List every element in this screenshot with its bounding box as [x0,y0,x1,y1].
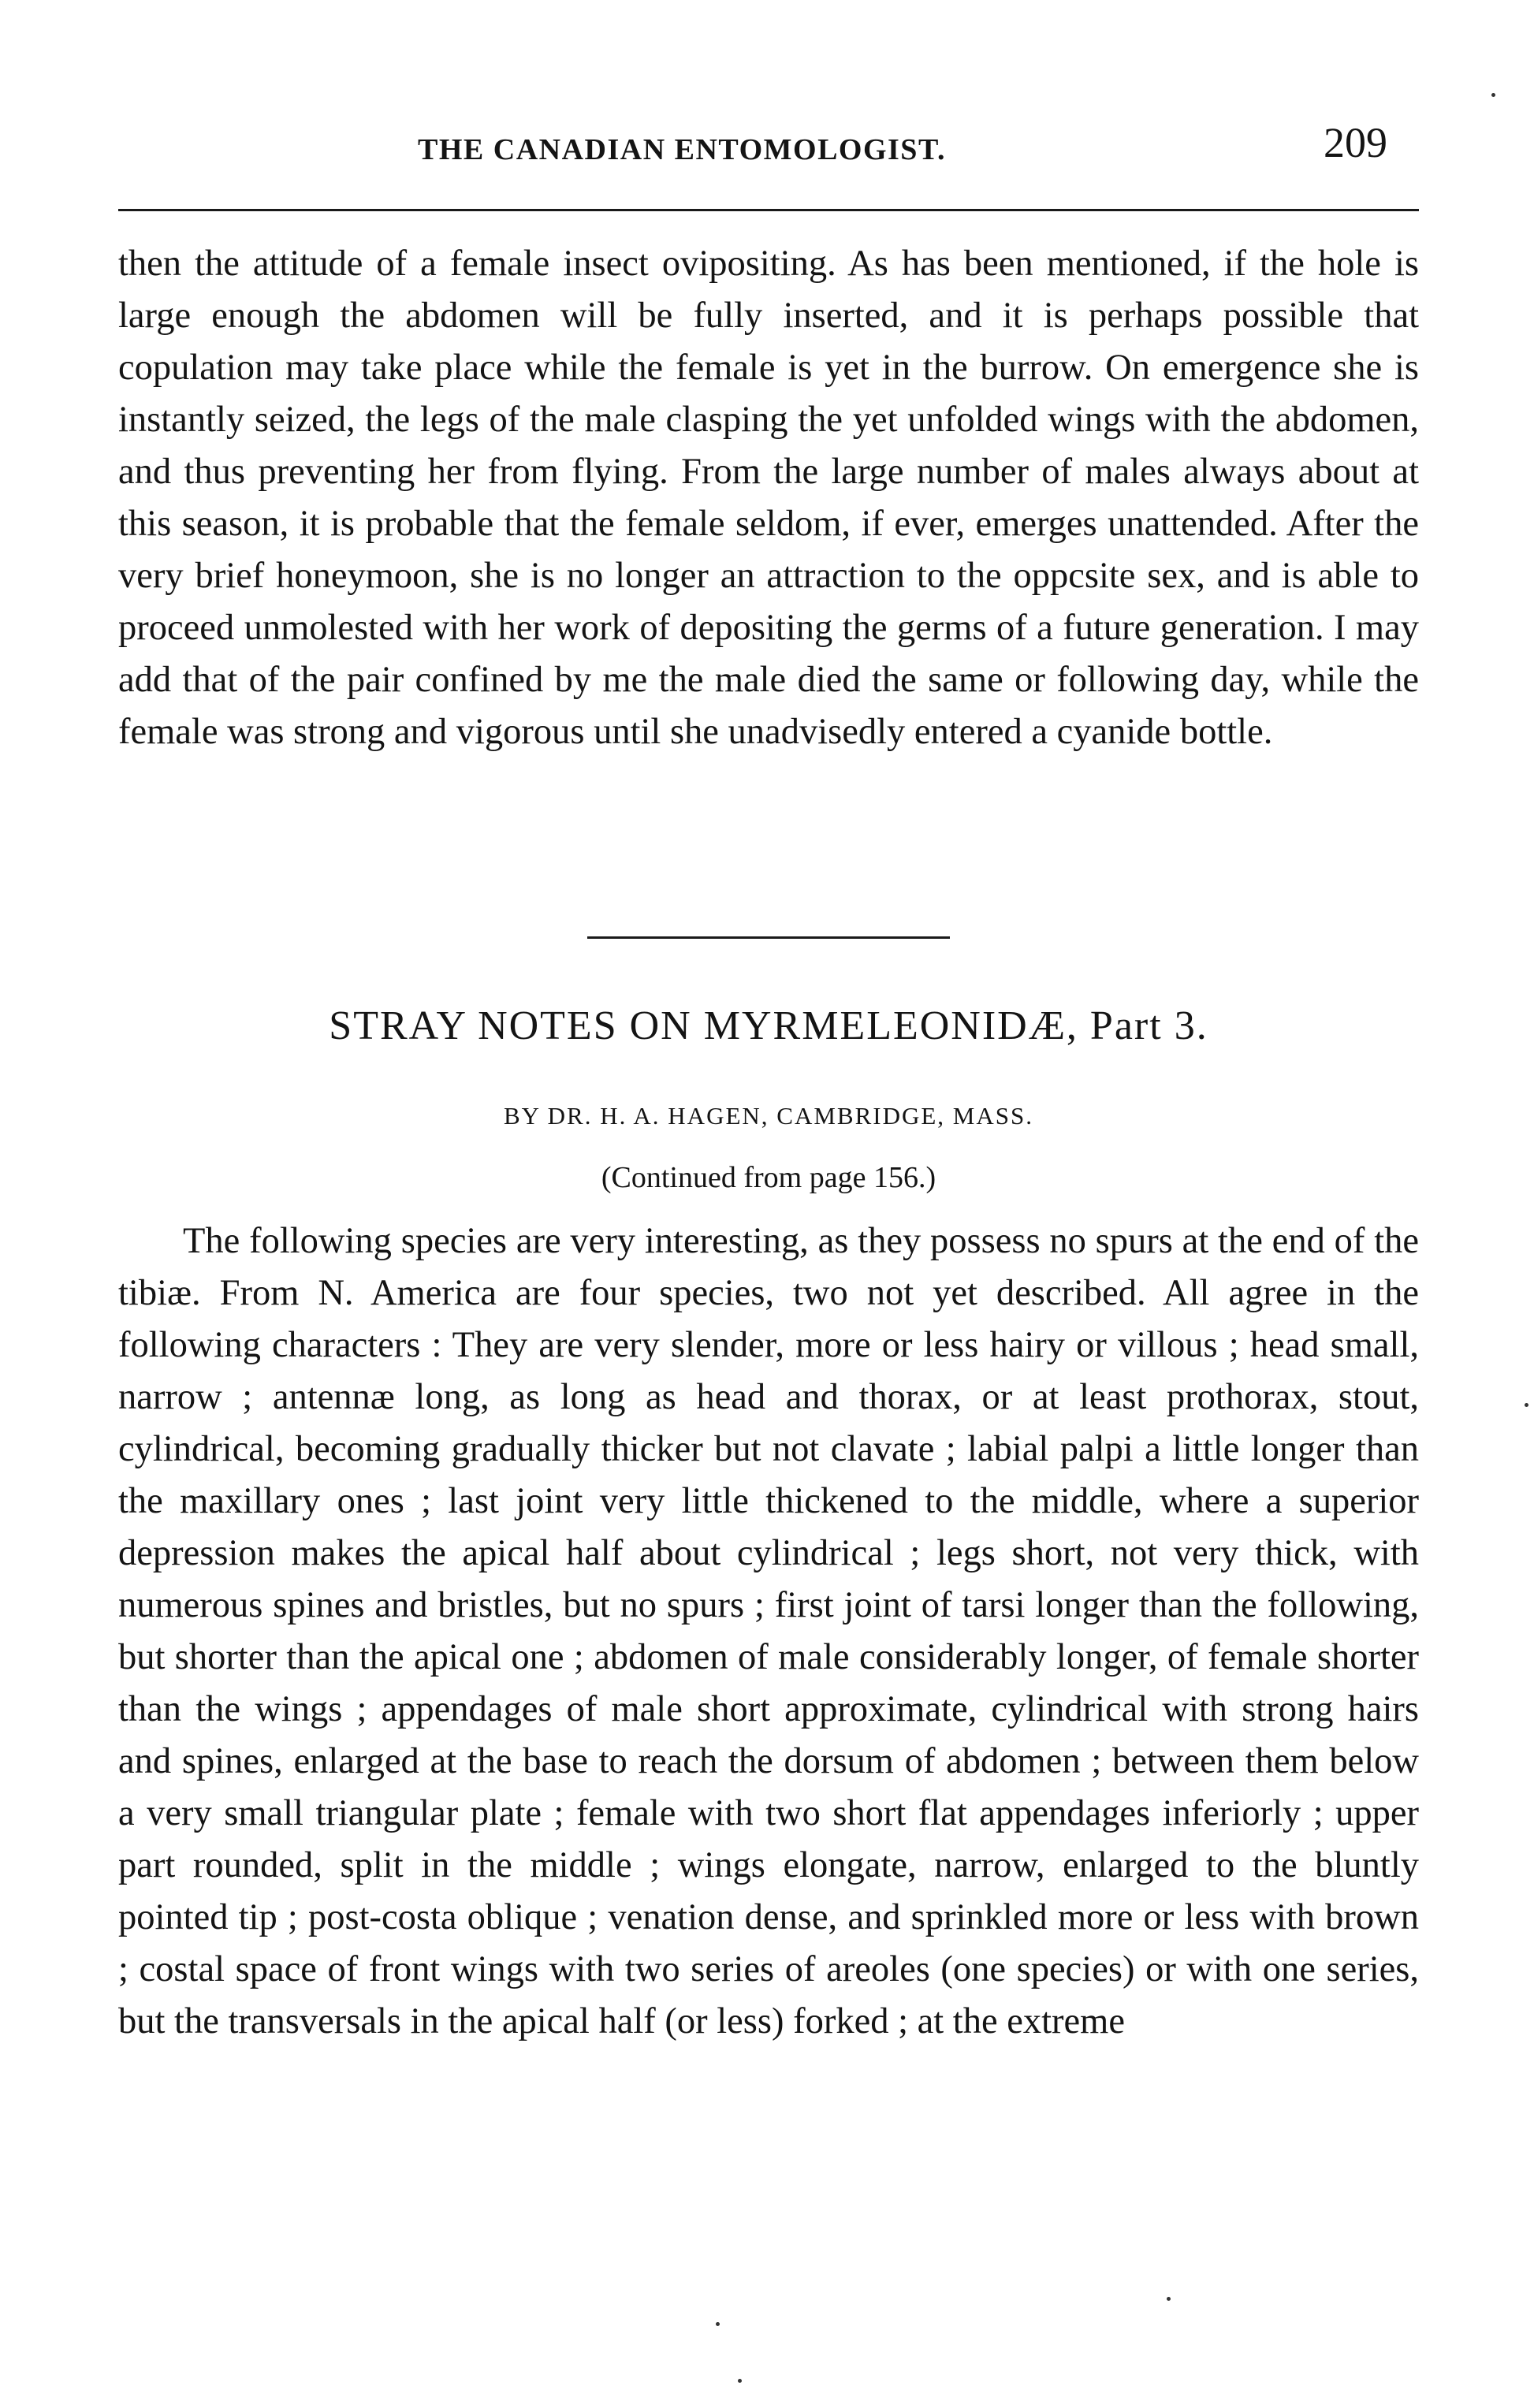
page-number: 209 [1324,119,1387,166]
section-divider [587,936,950,939]
scan-speck [1525,1403,1528,1407]
continued-paragraph: then the attitude of a female insect ovipositing. As has been mentioned, if the hole is large enough the abdomen will be fully inserted, and it is perhaps possible that copulation may take place while the female is yet in the burrow. On emergence she is instantly seized, the legs of the male clasping the yet unfolded wings with the abdomen, and thus preventing her from flying. From the large number of males always about at this season, it is probable that the female seldom, if ever, emerges unattended. After the very brief honeymoon, she is no longer an attraction to the oppcsite sex, and is able to proceed unmolested with her work of depositing the germs of a future generation. I may add that of the pair confined by me the male died the same or following day, while the female was strong and vigorous until she unadvisedly entered a cyanide bottle. [118,244,1419,752]
article-paragraph: The following species are very interesting, as they possess no spurs at the end of the tibiæ. From N. America are four species, two not yet described. All agree in the following characters : They are very slender, more or less hairy or villous ; head small, narrow ; antennæ long, as long as head and thorax, or at least prothorax, stout, cylindrical, becoming gradually thicker but not clavate ; labial palpi a little longer than the maxillary ones ; last joint very little thickened to the middle, where a superior depression makes the apical half about cylindrical ; legs short, not very thick, with numerous spines and bristles, but no spurs ; first joint of tarsi longer than the following, but shorter than the apical one ; abdomen of male considerably longer, of female shorter than the wings ; appendages of male short approximate, cylindrical with strong hairs and spines, enlarged at the base to reach the dorsum of abdomen ; between them below a very small triangular plate ; female with two short flat appendages inferiorly ; upper part rounded, split in the middle ; wings elongate, narrow, enlarged to the bluntly pointed tip ; post-costa oblique ; venation dense, and sprinkled more or less with brown ; costal space of front wings with two series of areoles (one species) or with one series, but the transversals in the apical half (or less) forked ; at the extreme [118,1221,1419,2041]
continued-note: (Continued from page 156.) [601,1161,936,1194]
journal-title: THE CANADIAN ENTOMOLOGIST. [418,133,946,166]
article-title: STRAY NOTES ON MYRMELEONIDÆ, Part 3. [329,1003,1208,1048]
article-byline: BY DR. H. A. HAGEN, CAMBRIDGE, MASS. [504,1102,1033,1130]
scan-speck [738,2379,742,2383]
scan-speck [1491,93,1495,97]
running-head [118,118,1419,181]
header-rule [118,209,1419,211]
scan-speck [716,2322,720,2326]
scan-speck [1167,2297,1171,2301]
